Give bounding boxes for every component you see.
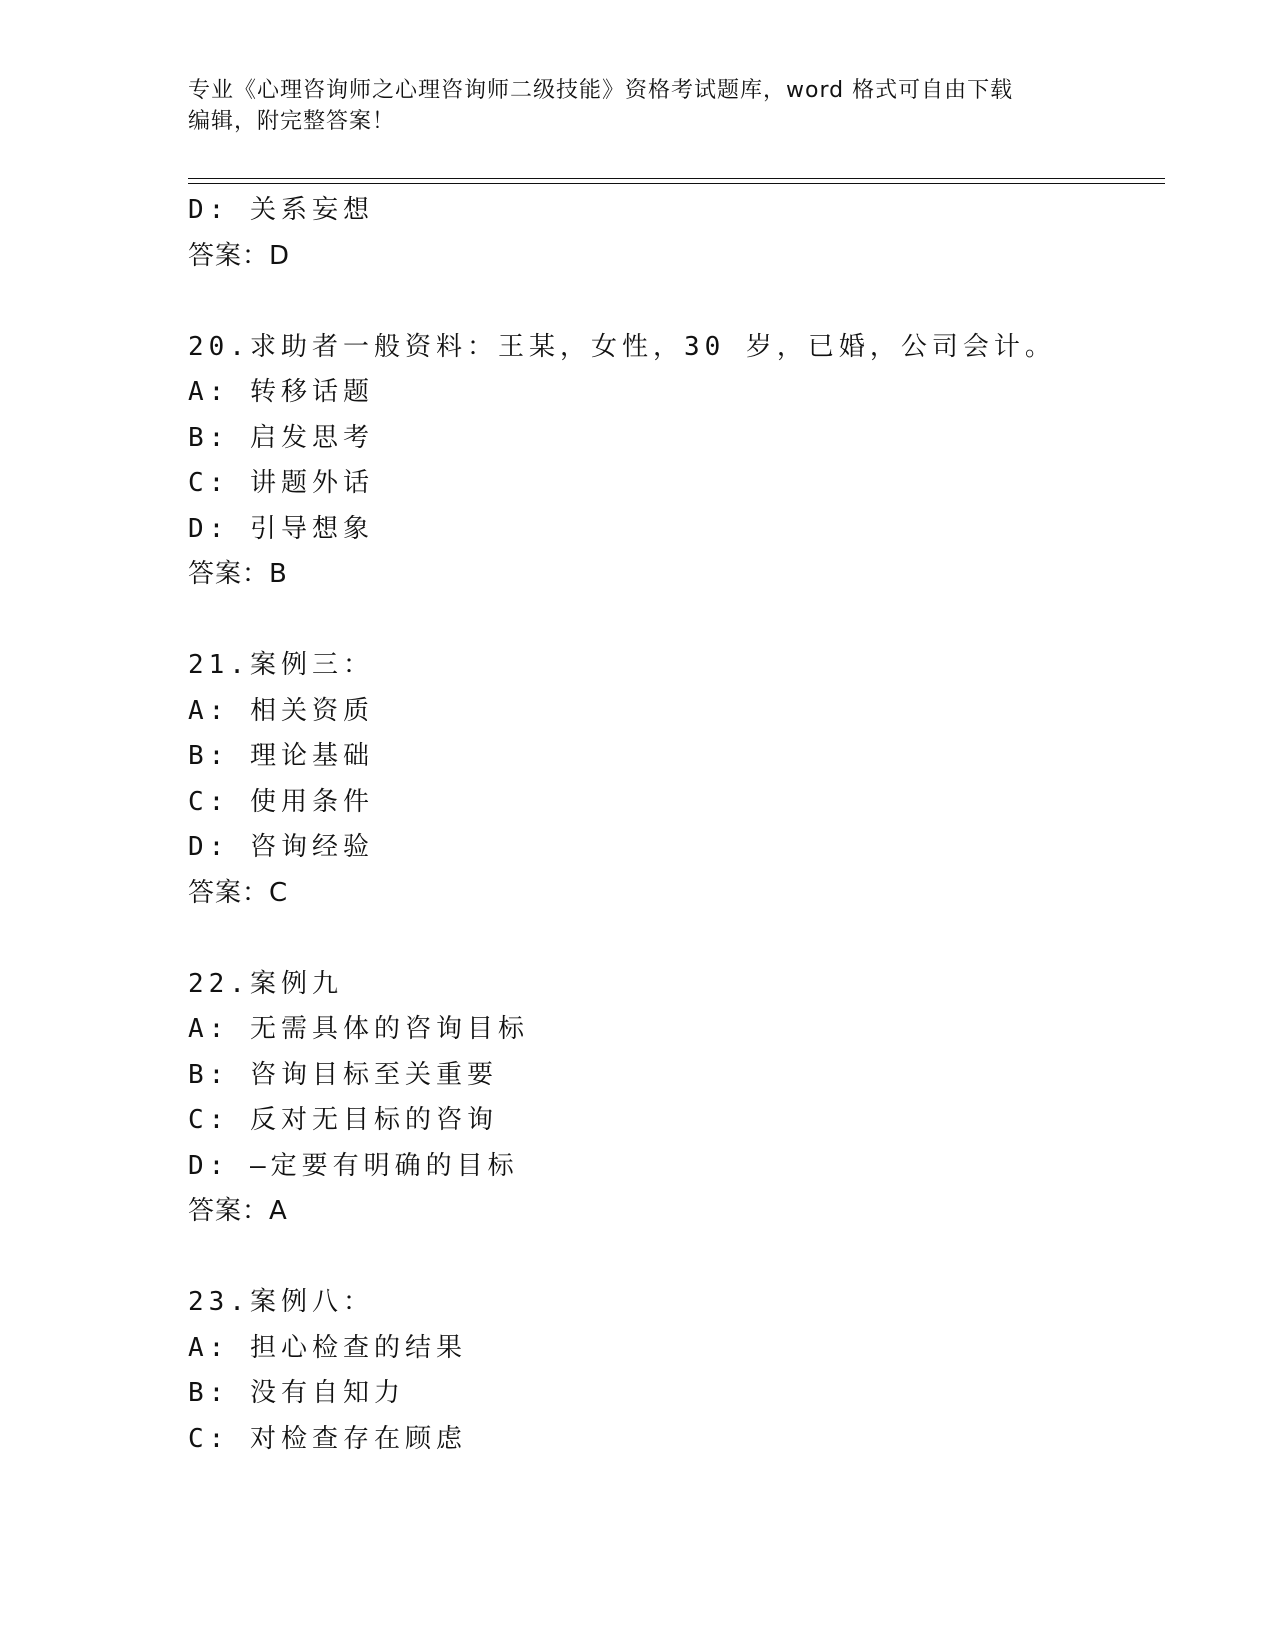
option-line: C: 讲题外话	[188, 468, 374, 498]
option-line: B: 启发思考	[188, 422, 374, 453]
option-line: B: 理论基础	[188, 741, 374, 771]
document-header	[188, 75, 1088, 137]
answer-line: 答案：C	[188, 877, 289, 908]
question-list	[188, 188, 1088, 1462]
spacer	[188, 916, 1088, 962]
question-stem: 20.求助者一般资料：王某，女性，30 岁，已婚，公司会计。	[188, 331, 1056, 362]
option-line: D: 关系妄想	[188, 195, 374, 225]
option-line: A: 担心检查的结果	[188, 1332, 467, 1363]
option-line: C: 对检查存在顾虑	[188, 1423, 467, 1454]
question-23	[188, 1280, 1088, 1462]
option-line: A: 无需具体的咨询目标	[188, 1014, 529, 1044]
question-stem: 21.案例三：	[188, 650, 374, 680]
option-line: B: 咨询目标至关重要	[188, 1059, 498, 1090]
question-stem: 23.案例八：	[188, 1287, 374, 1317]
option-line: B: 没有自知力	[188, 1378, 405, 1408]
header-line-2: 编辑，附完整答案！	[188, 109, 396, 134]
option-line: D: 咨询经验	[188, 832, 374, 862]
option-line: C: 使用条件	[188, 786, 374, 817]
spacer	[188, 279, 1088, 325]
answer-line: 答案：B	[188, 559, 288, 589]
option-line: C: 反对无目标的咨询	[188, 1105, 498, 1135]
option-line: D: 引导想象	[188, 513, 374, 544]
question-stem: 22.案例九	[188, 968, 343, 999]
option-line: D: —定要有明确的目标	[188, 1150, 519, 1181]
header-rule-top	[188, 178, 1165, 179]
answer-line: 答案：D	[188, 240, 291, 271]
spacer	[188, 1235, 1088, 1281]
header-line-1: 专业《心理咨询师之心理咨询师二级技能》资格考试题库，word 格式可自由下载	[188, 78, 1014, 103]
spacer	[188, 598, 1088, 644]
question-20	[188, 325, 1088, 598]
question-21	[188, 643, 1088, 916]
option-line: A: 相关资质	[188, 695, 374, 726]
header-rule-bottom	[188, 183, 1165, 184]
option-line: A: 转移话题	[188, 377, 374, 407]
answer-line: 答案：A	[188, 1196, 288, 1226]
question-22	[188, 962, 1088, 1235]
